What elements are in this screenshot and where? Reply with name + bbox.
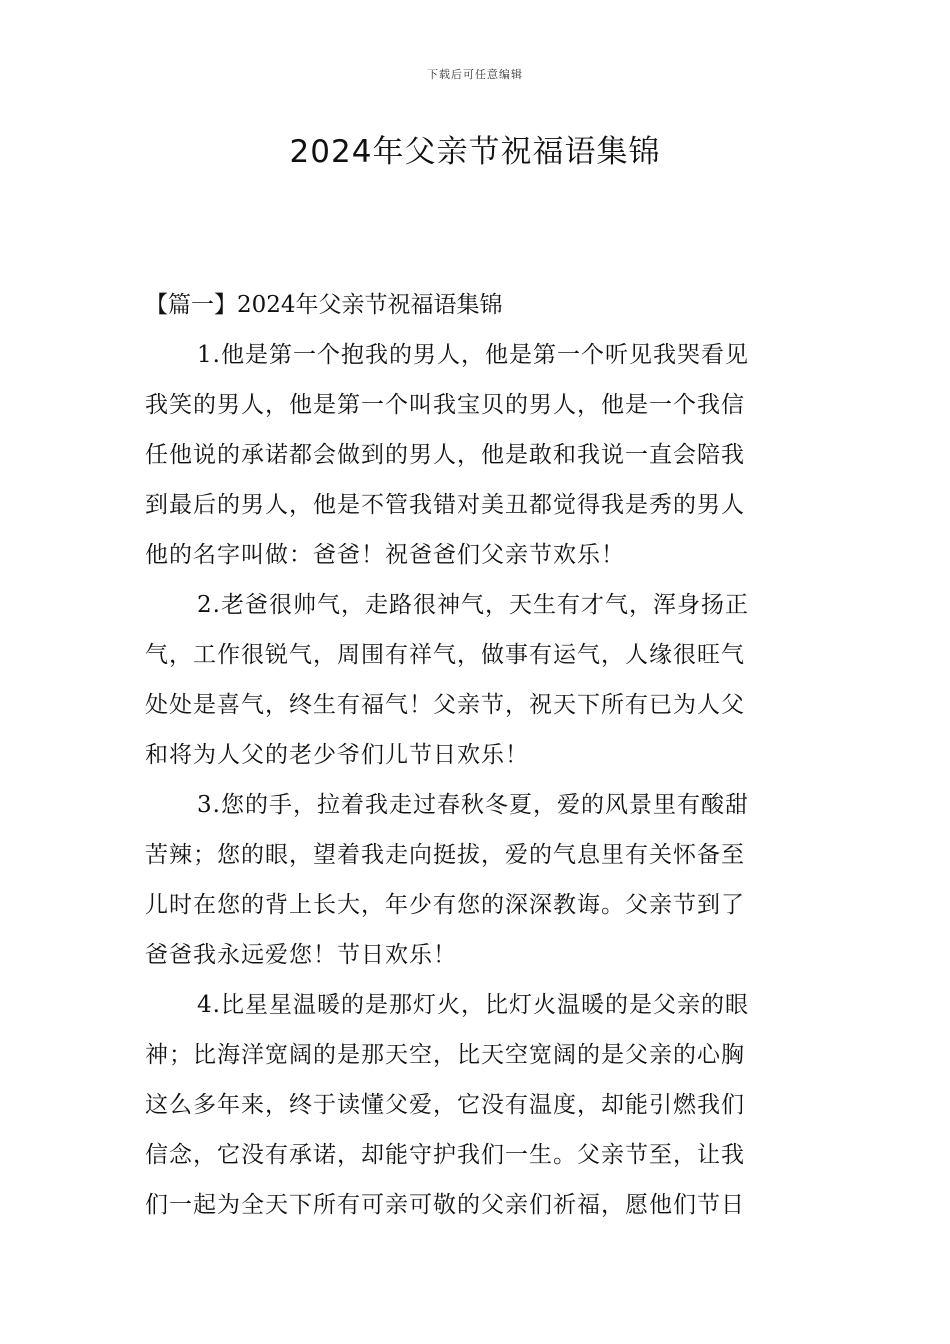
document-body [145, 280, 807, 1230]
paragraph-line: 到最后的男人，他是不管我错对美丑都觉得我是秀的男人 [145, 492, 745, 518]
paragraph-line: 这么多年来，终于读懂父爱，它没有温度，却能引燃我们 [145, 1092, 745, 1118]
paragraph-line: 4.比星星温暖的是那灯火，比灯火温暖的是父亲的眼 [197, 992, 749, 1018]
document-title: 2024年父亲节祝福语集锦 [289, 134, 661, 170]
paragraph-line: 处处是喜气，终生有福气！父亲节，祝天下所有已为人父 [145, 692, 745, 718]
paragraph-line: 任他说的承诺都会做到的男人，他是敢和我说一直会陪我 [145, 442, 745, 468]
paragraph-1 [145, 330, 807, 580]
paragraph-4 [145, 980, 807, 1230]
paragraph-line: 气，工作很锐气，周围有祥气，做事有运气，人缘很旺气 [145, 642, 745, 668]
paragraph-line: 们一起为全天下所有可亲可敬的父亲们祈福，愿他们节日 [145, 1192, 745, 1218]
paragraph-line: 2.老爸很帅气，走路很神气，天生有才气，浑身扬正 [197, 592, 749, 618]
paragraph-2 [145, 580, 807, 780]
paragraph-line: 他的名字叫做：爸爸！祝爸爸们父亲节欢乐！ [145, 542, 625, 568]
paragraph-line: 神；比海洋宽阔的是那天空，比天空宽阔的是父亲的心胸 [145, 1042, 745, 1068]
paragraph-line: 我笑的男人，他是第一个叫我宝贝的男人，他是一个我信 [145, 392, 745, 418]
paragraph-line: 苦辣；您的眼，望着我走向挺拔，爱的气息里有关怀备至 [145, 842, 745, 868]
paragraph-line: 儿时在您的背上长大，年少有您的深深教诲。父亲节到了 [145, 892, 745, 918]
section-heading: 【篇一】2024年父亲节祝福语集锦 [145, 292, 503, 318]
paragraph-line: 信念，它没有承诺，却能守护我们一生。父亲节至，让我 [145, 1142, 745, 1168]
paragraph-line: 和将为人父的老少爷们儿节日欢乐！ [145, 742, 529, 768]
paragraph-line: 爸爸我永远爱您！节日欢乐！ [145, 942, 457, 968]
paragraph-3 [145, 780, 807, 980]
paragraph-line: 1.他是第一个抱我的男人，他是第一个听见我哭看见 [197, 342, 749, 368]
paragraph-line: 3.您的手，拉着我走过春秋冬夏，爱的风景里有酸甜 [197, 792, 749, 818]
header-note: 下载后可任意编辑 [427, 68, 523, 81]
